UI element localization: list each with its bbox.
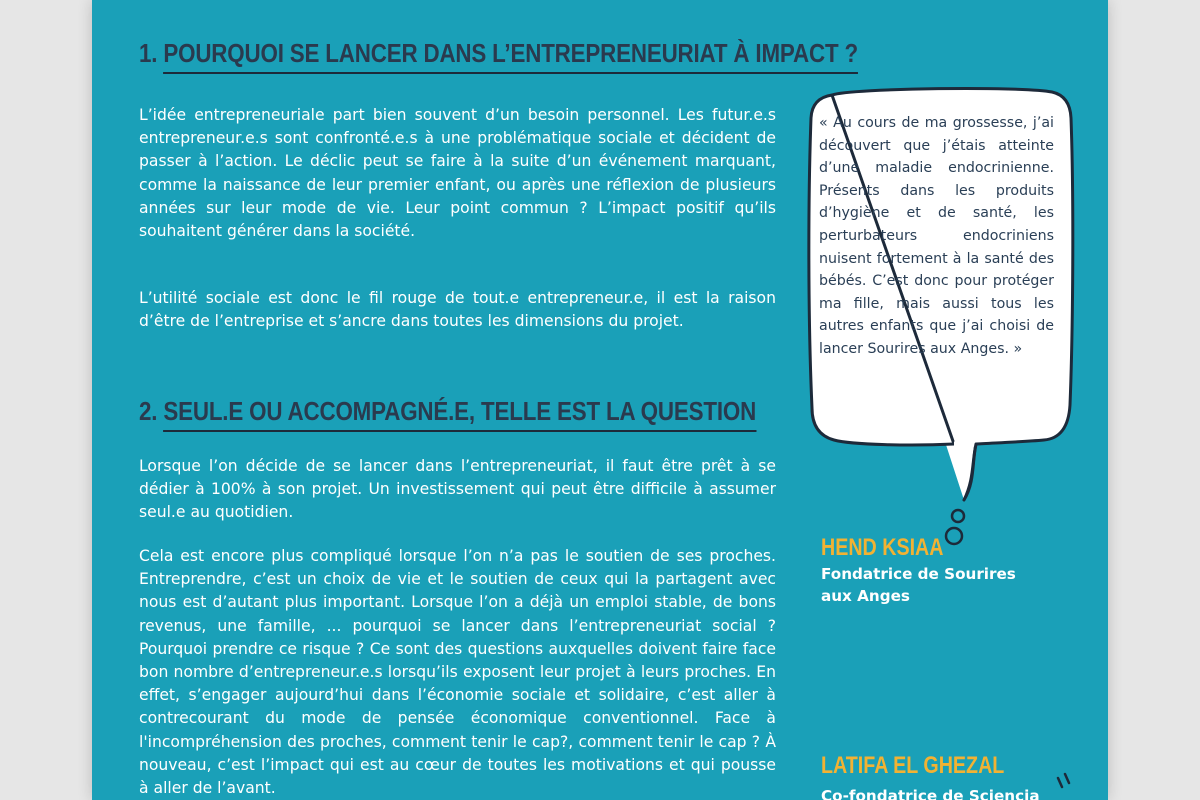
person-2-role: Co-fondatrice de Sciencia bbox=[821, 787, 1040, 800]
section-2-title: SEUL.E OU ACCOMPAGNÉ.E, TELLE EST LA QUESTION bbox=[163, 396, 756, 432]
testimonial-quote: « Au cours de ma grossesse, j’ai découvert que j’étais atteinte d’une maladie endocrinienne. Présents dans les produits d’hygiène et de santé, les perturbateurs endocriniens nuisent fortement à la santé des bébés. C’est donc pour protéger ma fille, mais aussi tous les autres enfants que j’ai choisi de lancer Sourires aux Anges. » bbox=[819, 115, 1054, 357]
section-1-number: 1. bbox=[139, 38, 158, 68]
section-1-paragraph-1: L’idée entrepreneuriale part bien souvent d’un besoin personnel. Les futur.e.s entrepreneur.e.s sont confronté.e.s à une problématique sociale et décident de passer à l’action. Le déclic peut se faire à la suite d’un événement marquant, comme la naissance de leur premier enfant, ou après une réflexion de plusieurs années sur leur mode de vie. Leur point commun ? L’impact positif qu’ils souhaitent générer dans la société. bbox=[139, 106, 776, 241]
section-1-paragraph-2: L’utilité sociale est donc le fil rouge de tout.e entrepreneur.e, il est la raison d’être de l’entreprise et s’ancre dans toutes les dimensions du projet. bbox=[139, 289, 776, 331]
section-1-title: POURQUOI SE LANCER DANS L’ENTREPRENEURIAT À IMPACT ? bbox=[163, 38, 858, 74]
person-1-role: Fondatrice de Sourires aux Anges bbox=[821, 565, 1016, 605]
section-2-paragraph-2: Cela est encore plus compliqué lorsque l’on n’a pas le soutien de ses proches. Entreprendre, c’est un choix de vie et le soutien de ceux qui la partagent avec nous est d’autant plus important. Lorsque l’on a déjà un emploi stable, de bons revenus, une famille, ... pourquoi se lancer dans l’entrepreneuriat social ? Pourquoi prendre ce risque ? Ce sont des questions auxquelles doivent faire face bon nombre d’entrepreneur.e.s lorsqu’ils exposent leur projet à leurs proches. En effet, s’engager aujourd’hui dans l’économie sociale et solidaire, c’est aller à contrecourant du mode de pensée économique conventionnel. Face à l'incompréhension des proches, comment tenir le cap?, comment tenir le cap ? À nouveau, c’est l’impact qui est au cœur de toutes les motivations et qui pousse à aller de l’avant. bbox=[139, 547, 776, 798]
person-2-name: LATIFA EL GHEZAL bbox=[821, 752, 1005, 779]
person-1-name: HEND KSIAA bbox=[821, 534, 944, 561]
section-2-paragraph-1: Lorsque l’on décide de se lancer dans l’entrepreneuriat, il faut être prêt à se dédier à 100% à son projet. Un investissement qui peut être difficile à assumer seul.e au quotidien. bbox=[139, 457, 776, 522]
document-page bbox=[92, 0, 1108, 800]
section-2-number: 2. bbox=[139, 396, 158, 426]
